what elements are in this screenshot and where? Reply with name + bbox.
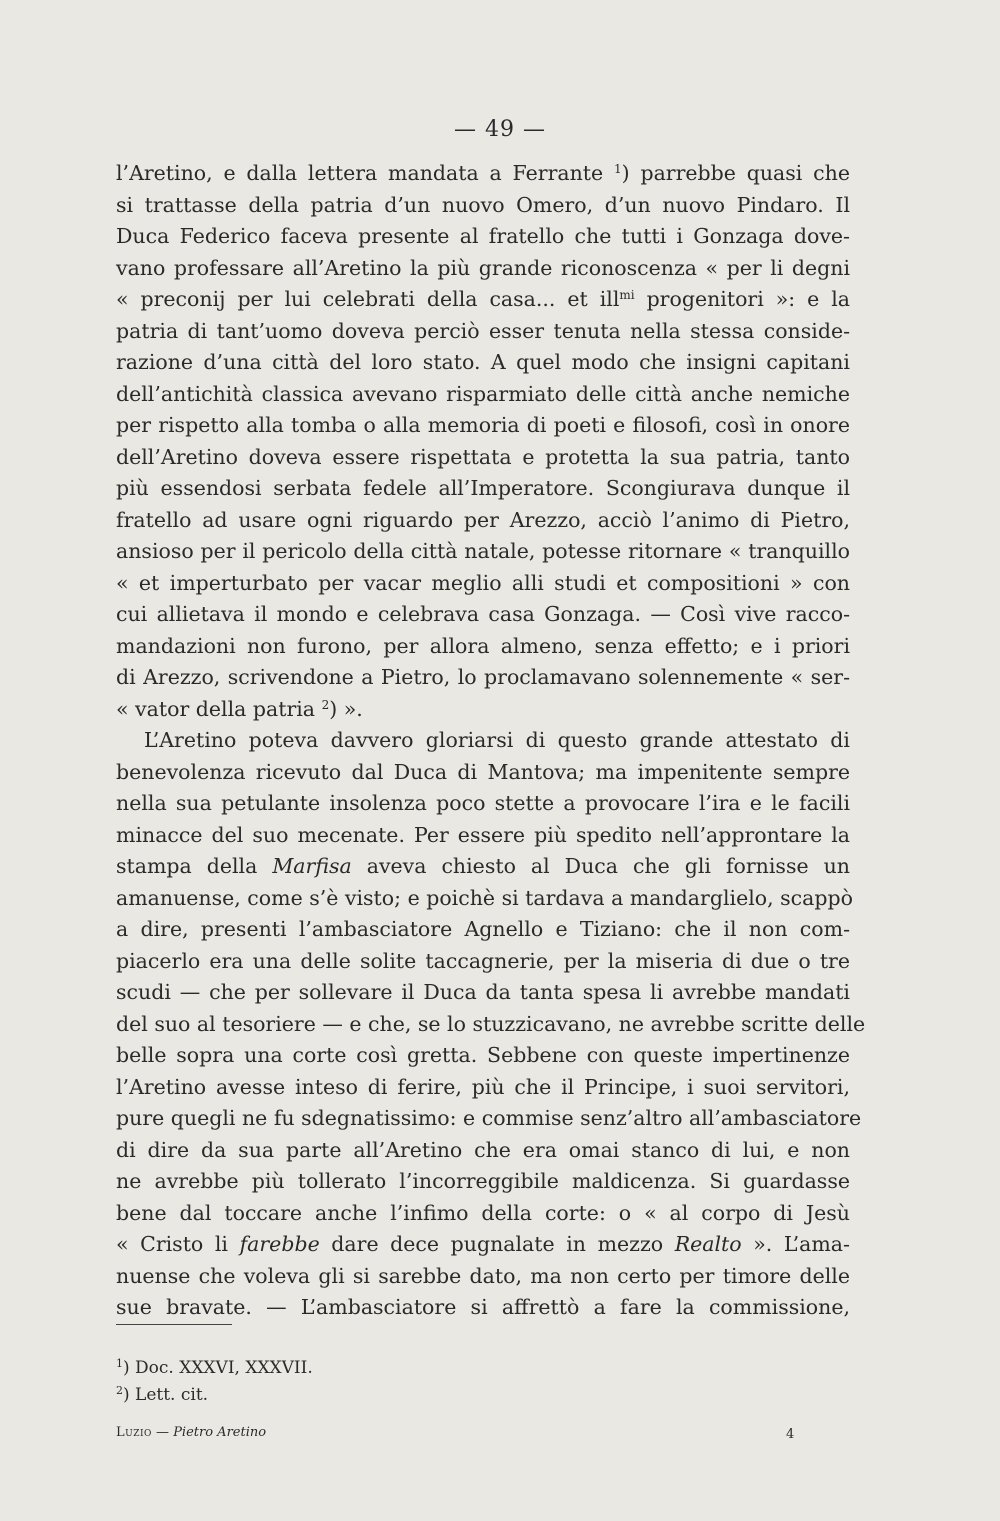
text-line: per rispetto alla tomba o alla memoria di poeti e filosofi, così in onore bbox=[116, 413, 850, 437]
footnote-ref: 2 bbox=[321, 697, 330, 712]
text-line: bene dal toccare anche l’infimo della corte: o « al corpo di Jesù bbox=[116, 1200, 850, 1225]
text-line: fratello ad usare ogni riguardo per Arezzo, acciò l’animo di Pietro, bbox=[116, 507, 850, 532]
text-line: benevolenza ricevuto dal Duca di Mantova; ma impenitente sempre bbox=[116, 759, 850, 784]
text-line: amanuense, come s’è visto; e poichè si tardava a mandarglielo, scappò bbox=[116, 885, 853, 910]
footnote: $^2$) Lett. cit. bbox=[116, 1384, 209, 1405]
text-line: Duca Federico faceva presente al fratello che tutti i Gonzaga dove- bbox=[116, 224, 850, 248]
text-line: l’Aretino, e dalla lettera mandata a Ferrante $^1$) parrebbe quasi che bbox=[116, 161, 850, 185]
text-line: sue bravate. — L’ambasciatore si affrettò a fare la commissione, bbox=[116, 1295, 850, 1319]
text-line: piacerlo era una delle solite taccagnerie, per la miseria di due o tre bbox=[116, 948, 850, 973]
footnote: $^1$) Doc. XXXVI, XXXVII. bbox=[116, 1357, 313, 1378]
text-line: scudi — che per sollevare il Duca da tanta spesa li avrebbe mandati bbox=[116, 980, 850, 1004]
text-line: a dire, presenti l’ambasciatore Agnello e Tiziano: che il non com- bbox=[116, 917, 850, 941]
text-line: cui allietava il mondo e celebrava casa Gonzaga. — Così vive racco- bbox=[116, 602, 850, 626]
text-line: si trattasse della patria d’un nuovo Omero, d’un nuovo Pindaro. Il bbox=[116, 192, 850, 217]
text-line: di dire da sua parte all’Aretino che era omai stanco di lui, e non bbox=[116, 1137, 850, 1162]
text-line: più essendosi serbata fedele all’Imperatore. Scongiurava dunque il bbox=[116, 476, 850, 500]
author-name: Luzio bbox=[116, 1425, 152, 1440]
text-line: « preconij per lui celebrati della casa... et ill$^{mi}$ progenitori »: e la bbox=[116, 287, 850, 311]
text-line: patria di tant’uomo doveva perciò esser tenuta nella stessa conside- bbox=[116, 318, 850, 343]
footnote-ref: 1 bbox=[614, 162, 622, 176]
text-line: belle sopra una corte così gretta. Sebbene con queste impertinenze bbox=[116, 1043, 850, 1067]
text-line: ansioso per il pericolo della città natale, potesse ritornare « tranquillo bbox=[116, 539, 850, 563]
text-line: « Cristo li farebbe dare dece pugnalate in mezzo Realto ». L’ama- bbox=[116, 1232, 850, 1256]
text-line: dell’antichità classica avevano risparmiato delle città anche nemiche bbox=[116, 381, 850, 406]
text-line: minacce del suo mecenate. Per essere più spedito nell’approntare la bbox=[116, 822, 850, 847]
signature-line: Luzio — Pietro Aretino bbox=[116, 1425, 267, 1440]
text-line: l’Aretino avesse inteso di ferire, più che il Principe, i suoi servitori, bbox=[116, 1074, 850, 1099]
text-line: dell’Aretino doveva essere rispettata e protetta la sua patria, tanto bbox=[116, 444, 850, 469]
footnotes bbox=[116, 1355, 313, 1409]
sheet-mark: 4 bbox=[786, 1427, 795, 1442]
text-line: vano professare all’Aretino la più grande riconoscenza « per li degni bbox=[116, 255, 850, 280]
text-line: nella sua petulante insolenza poco stette a provocare l’ira e le facili bbox=[116, 791, 850, 815]
text-line: del suo al tesoriere — e che, se lo stuzzicavano, ne avrebbe scritte delle bbox=[116, 1011, 866, 1036]
book-title: Pietro Aretino bbox=[173, 1425, 267, 1440]
italic-word: Realto bbox=[674, 1232, 742, 1256]
footnote-divider bbox=[116, 1324, 232, 1325]
italic-title: Marfisa bbox=[272, 854, 352, 878]
text-line: razione d’una città del loro stato. A quel modo che insigni capitani bbox=[116, 350, 850, 374]
italic-word: farebbe bbox=[239, 1232, 320, 1256]
text-line: di Arezzo, scrivendone a Pietro, lo proclamavano solennemente « ser- bbox=[116, 665, 850, 689]
superscript: mi bbox=[619, 288, 635, 302]
text-line: « et imperturbato per vacar meglio alli studi et compositioni » con bbox=[116, 570, 850, 595]
text-line: ne avrebbe più tollerato l’incorreggibile maldicenza. Si guardasse bbox=[116, 1169, 850, 1193]
text-line: nuense che voleva gli si sarebbe dato, ma non certo per timore delle bbox=[116, 1263, 850, 1288]
body-text bbox=[116, 158, 866, 1324]
text-line: L’Aretino poteva davvero gloriarsi di questo grande attestato di bbox=[144, 728, 850, 752]
text-line: « vator della patria $^2$) ». bbox=[116, 696, 363, 721]
text-line: stampa della Marfisa aveva chiesto al Duca che gli fornisse un bbox=[116, 854, 850, 878]
page-number: — 49 — bbox=[454, 117, 546, 142]
text-line: pure quegli ne fu sdegnatissimo: e commise senz’altro all’ambasciatore bbox=[116, 1106, 862, 1130]
text-line: mandazioni non furono, per allora almeno, senza effetto; e i priori bbox=[116, 633, 850, 658]
